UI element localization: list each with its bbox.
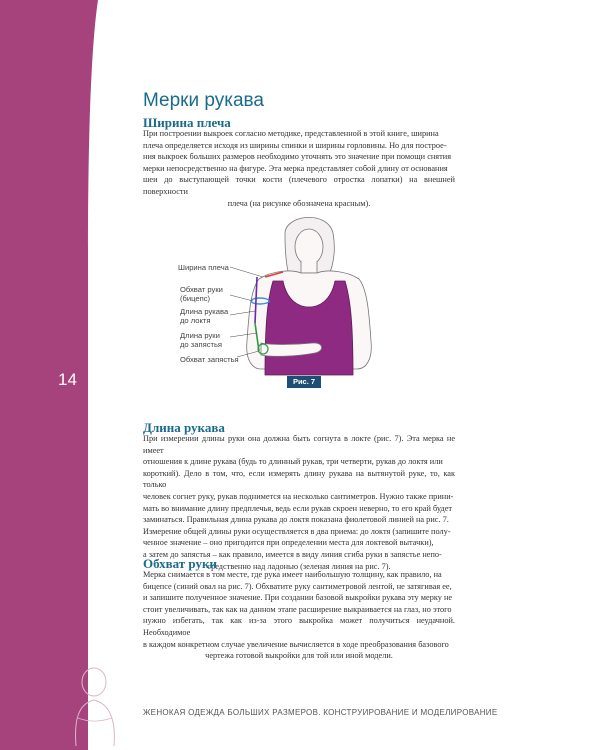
section-text-shoulder (143, 128, 455, 209)
text-line: чертежа готовой выкройки для той или иной модели. (205, 651, 393, 661)
text-line: При измерении длины руки она должна быть согнута в локте (рис. 7). Эта мерка не имеет (143, 434, 455, 455)
figure-badge: Рис. 7 (287, 376, 321, 388)
text-line: стоит увеличивать, так как на данном этапе расширение выкраивается на глаз, но этого (143, 604, 452, 614)
label-line: Длина рукава (180, 307, 229, 316)
text-line: плеча (на рисунке обозначена красным). (227, 198, 371, 208)
page-footer: ЖЕНОКАЯ ОДЕЖДА БОЛЬШИХ РАЗМЕРОВ. КОНСТРУИРОВАНИЕ И МОДЕЛИРОВАНИЕ (143, 708, 498, 717)
page-title: Мерки рукава (143, 90, 264, 111)
label-biceps (180, 285, 223, 303)
text-line: плеча определяется исходя из ширины спинки и ширины горловины. Но для построе- (143, 140, 447, 150)
decorative-sketch-figure (58, 660, 148, 750)
section-heading-shoulder: Ширина плеча (143, 115, 231, 130)
text-line: короткий). Дело в том, что, если измерять длину рукава на вытянутой руке, то, как только (143, 468, 455, 490)
label-line: Длина руки (180, 331, 220, 340)
text-line: заминаться. Правильная длина рукава до локтя показана фиолетовой линией на рис. 7. (143, 515, 449, 525)
text-line: и запишите полученное значение. При создании базовой выкройки рукава эту мерку не (143, 593, 453, 603)
label-line: Обхват руки (180, 285, 223, 294)
text-line: мерки непосредственно на фигуре. Эта мерка представляет собой длину от основания (143, 163, 448, 173)
label-line: до локтя (180, 316, 211, 325)
text-line: а затем до запястья – как правило, имеется в виду линия сгиба руки в запястье непо- (143, 549, 442, 559)
text-line: При построении выкроек согласно методике, представленной в этой книге, ширина (143, 129, 439, 138)
text-line: средственно над ладонью (зеленая линия на рис. 7). (207, 561, 391, 571)
text-line: шеи до выступающей точки кости (плечевого отростка лопатки) на внешней поверхности (143, 175, 455, 196)
label-line: до запястья (180, 340, 223, 349)
section-text-girth (143, 569, 455, 662)
label-arm-to-wrist (180, 331, 222, 349)
text-line: мать во внимание длину предплечья, ведь если рукав скроен неверно, то его край будет (143, 503, 453, 513)
label-sleeve-to-elbow (180, 307, 228, 325)
text-line: ния выкроек больших размеров необходимо уточнять это значение при помощи снятия (143, 152, 452, 162)
label-wrist-girth: Обхват запястья (180, 355, 239, 364)
section-heading-girth: Обхват руки (143, 556, 217, 571)
section-heading-length: Длина рукава (143, 420, 225, 435)
text-line: отношения к длине рукава (будь то длинный рукав, три четверти, рукав до локтя или (143, 457, 443, 467)
text-line: нужно избегать, так как из-за этого выкройка может получиться неудачной. Необходимое (143, 616, 455, 637)
text-line: бицепсе (синий овал на рис. 7). Обхватите руку сантиметровой лентой, не затягивая ее, (143, 581, 452, 591)
text-line: ченное значение – оно пригодится при определении места для локтевой вытачки), (143, 538, 434, 548)
page-number: 14 (58, 370, 77, 389)
label-shoulder-width: Ширина плеча (178, 263, 229, 272)
text-line: Измерение общей длины руки осуществляется в два приема: до локтя (запишите полу- (143, 526, 451, 536)
text-line: человек согнет руку, рукав поднимется на несколько сантиметров. Нужно также прини- (143, 491, 454, 501)
text-line: в каждом конкретном случае увеличение вычисляется в ходе преобразования базового (143, 639, 449, 649)
section-text-length (143, 433, 455, 572)
text-line: Мерка снимается в том месте, где рука имеет наибольшую толщину, как правило, на (143, 570, 442, 579)
label-line: (бицепс) (180, 294, 211, 303)
